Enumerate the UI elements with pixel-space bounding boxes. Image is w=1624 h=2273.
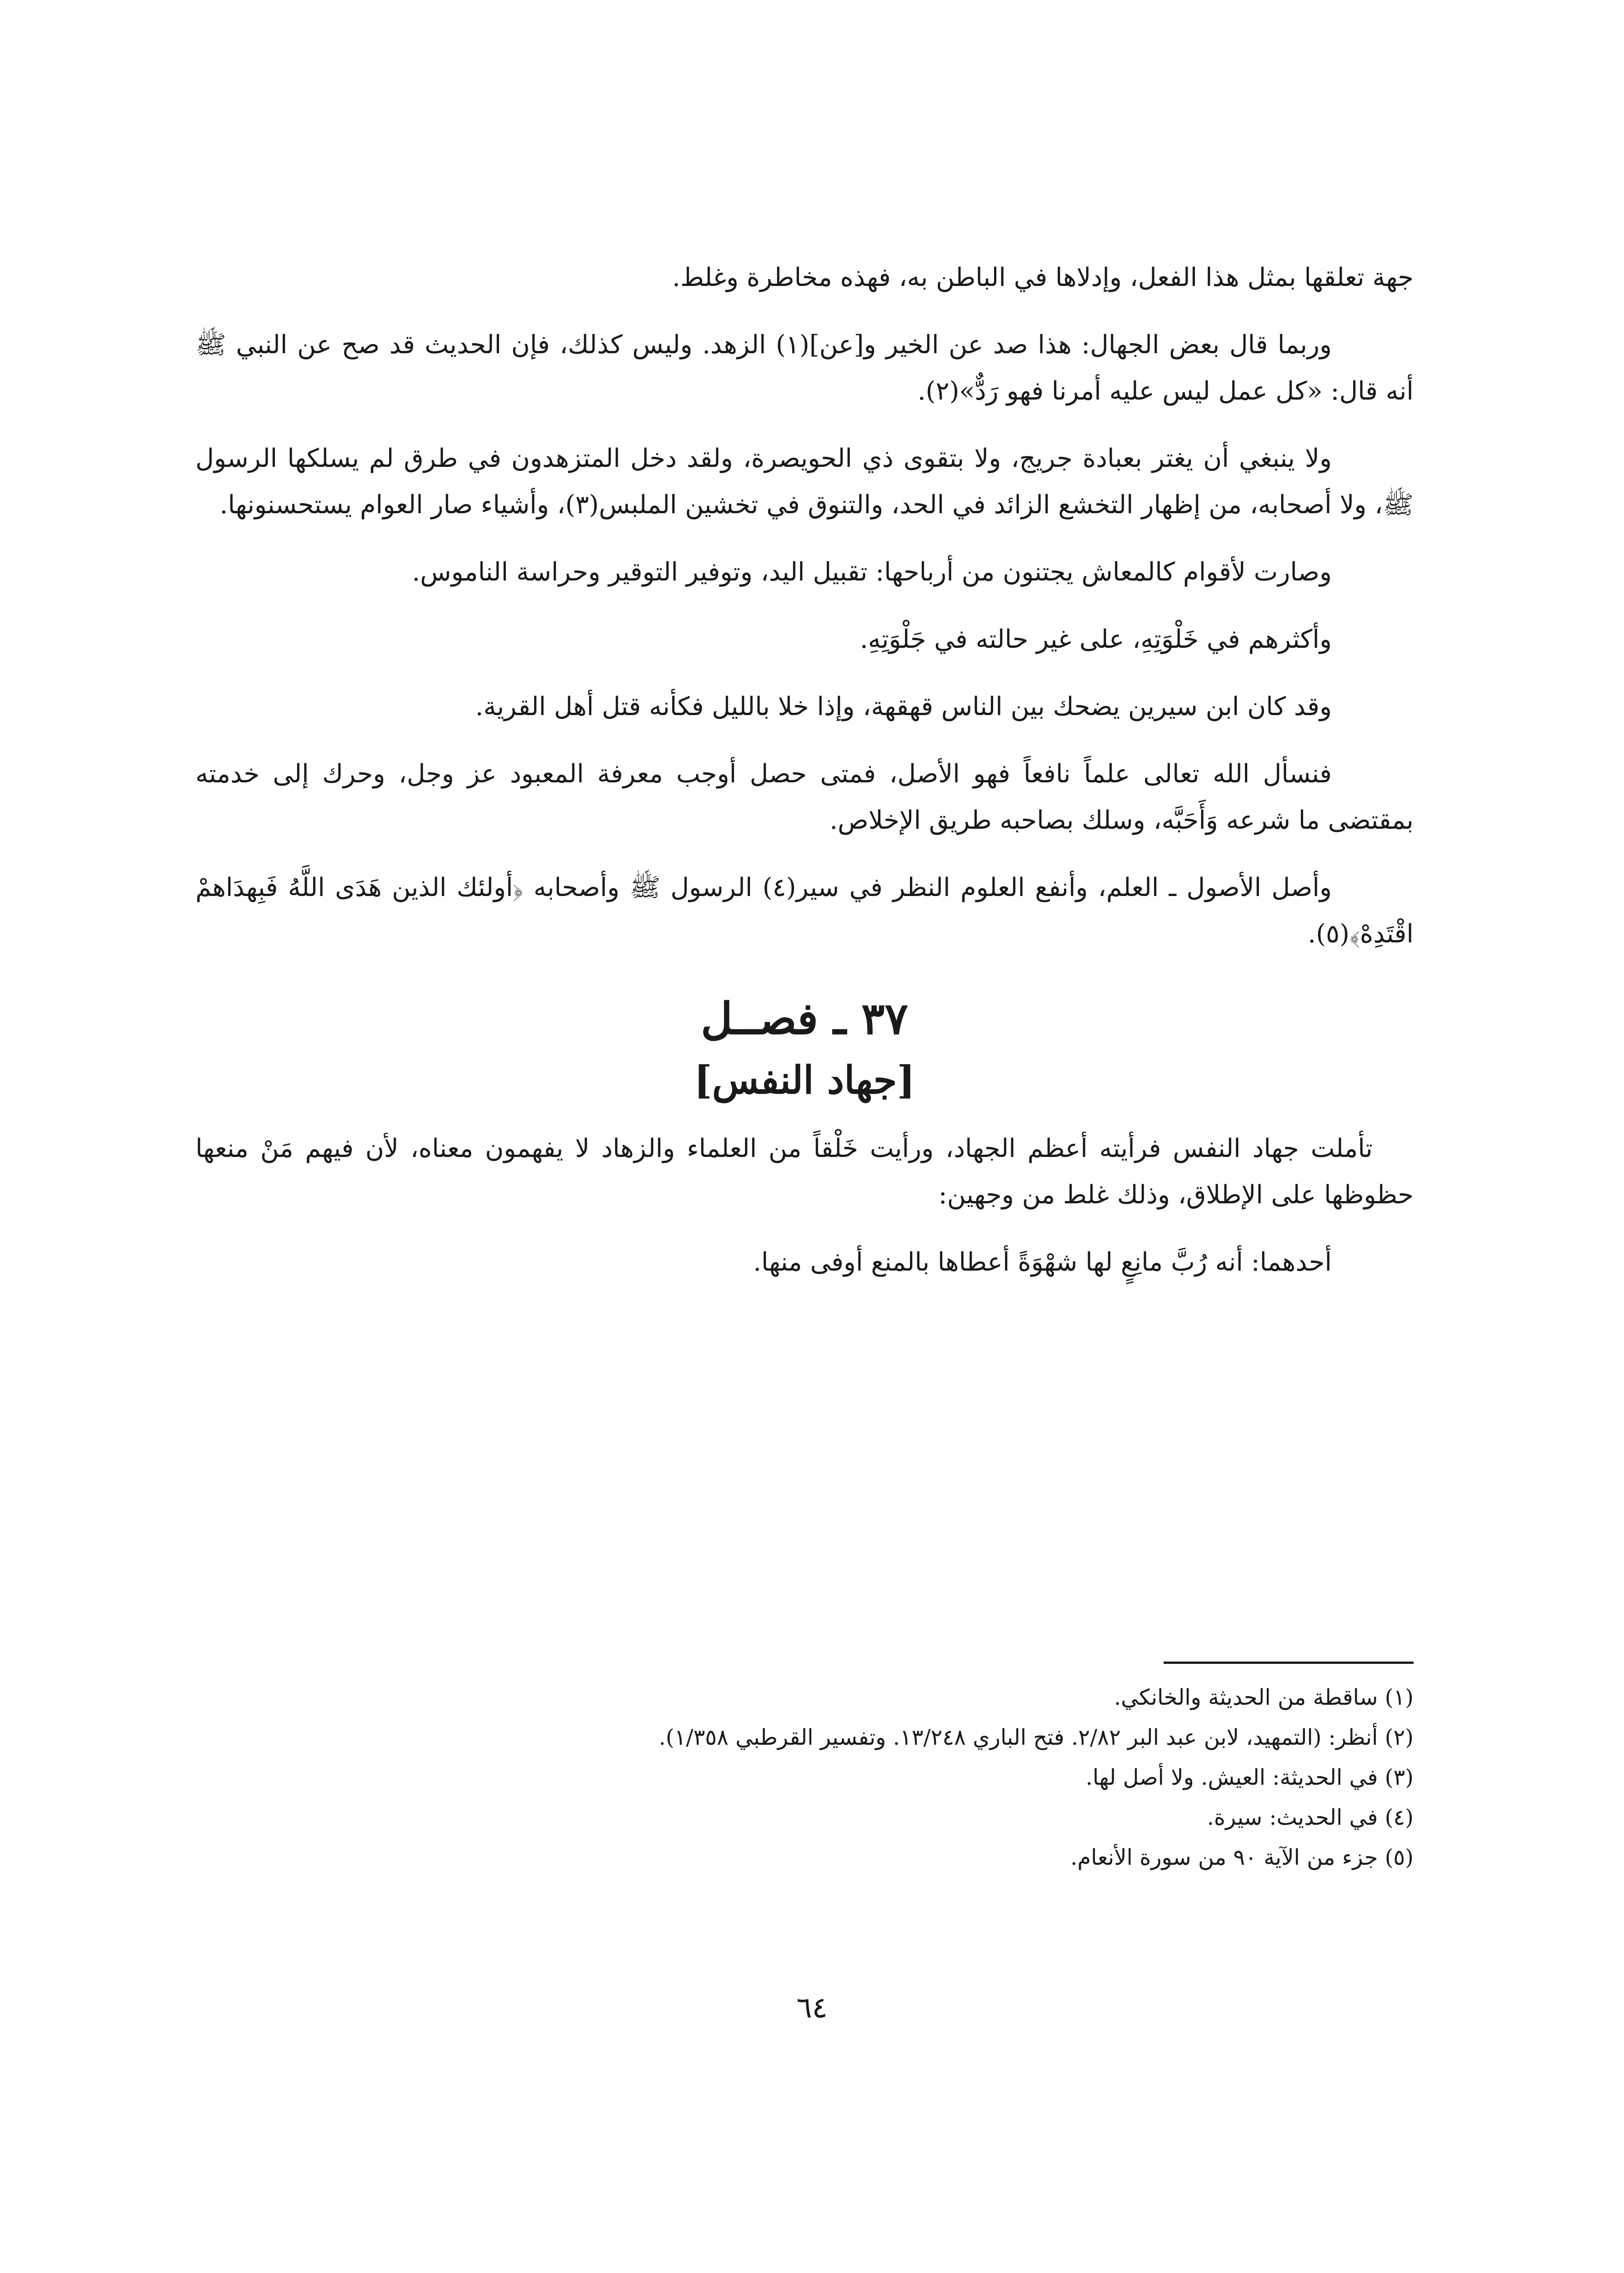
footnote-1: (١) ساقطة من الحديثة والخانكي. <box>1114 1685 1414 1710</box>
footnote-2: (٢) أنظر: (التمهيد، لابن عبد البر ٢/٨٢. فتح الباري ١٣/٢٤٨. وتفسير القرطبي ١/٣٥٨). <box>659 1725 1414 1750</box>
paragraph-6: وقد كان ابن سيرين يضحك بين الناس قهقهة، وإذا خلا بالليل فكأنه قتل أهل القرية. <box>475 692 1332 721</box>
footnote-5: (٥) جزء من الآية ٩٠ من سورة الأنعام. <box>1070 1845 1414 1870</box>
paragraph-5: وأكثرهم في خَلْوَتِهِ، على غير حالته في جَلْوَتِهِ. <box>860 625 1332 654</box>
chapter-paragraph-2: أحدهما: أنه رُبَّ مانِعٍ لها شهْوَةً أعطاها بالمنع أوفى منها. <box>753 1247 1332 1277</box>
paragraph-1: جهة تعلقها بمثل هذا الفعل، وإدلاها في الباطن به، فهذه مخاطرة وغلط. <box>672 263 1414 292</box>
footnote-divider <box>1164 1662 1414 1664</box>
paragraph-4: وصارت لأقوام كالمعاش يجتنون من أرباحها: تقبيل اليد، وتوفير التوقير وحراسة الناموس. <box>412 557 1332 587</box>
paragraph-7: فنسأل الله تعالى علماً نافعاً فهو الأصل، فمتى حصل أوجب معرفة المعبود عز وجل، وحرك إلى خدمته بمقتضى ما شرعه وَأَحَبَّه، وسلك بصاحبه طريق الإخلاص. <box>195 759 1414 835</box>
footnote-3: (٣) في الحديثة: العيش. ولا أصل لها. <box>1085 1765 1414 1790</box>
footnotes <box>195 1677 1414 1877</box>
chapter-paragraph-1: تأملت جهاد النفس فرأيته أعظم الجهاد، ورأيت خَلْقاً من العلماء والزهاد لا يفهمون معناه، لأن فيهم مَنْ منعها حظوظها على الإطلاق، وذلك غلط من وجهين: <box>195 1134 1414 1210</box>
paragraph-2: وربما قال بعض الجهال: هذا صد عن الخير و[عن](١) الزهد. وليس كذلك، فإن الحديث قد صح عن النبي ﷺ أنه قال: «كل عمل ليس عليه أمرنا فهو رَدٌّ»(٢). <box>195 330 1414 406</box>
main-text <box>195 255 1414 1307</box>
footnote-4: (٤) في الحديث: سيرة. <box>1207 1805 1414 1830</box>
chapter-heading: ٣٧ ـ فصــل <box>700 993 909 1044</box>
paragraph-3: ولا ينبغي أن يغتر بعبادة جريج، ولا بتقوى ذي الحويصرة، ولقد دخل المتزهدون في طرق لم يسلكها الرسول ﷺ، ولا أصحابه، من إظهار التخشع الزائد في الحد، والتنوق في تخشين الملبس(٣)، وأشياء صار العوام يستحسنونها. <box>195 444 1414 520</box>
page-number: ٦٤ <box>796 1991 828 2025</box>
paragraph-8: وأصل الأصول ـ العلم، وأنفع العلوم النظر في سير(٤) الرسول ﷺ وأصحابه ﴿أولئك الذين هَدَى اللَّهُ فَبِهدَاهمْ اقْتَدِهْ﴾(٥). <box>195 873 1414 949</box>
chapter-subheading: [جهاد النفس] <box>694 1057 915 1102</box>
